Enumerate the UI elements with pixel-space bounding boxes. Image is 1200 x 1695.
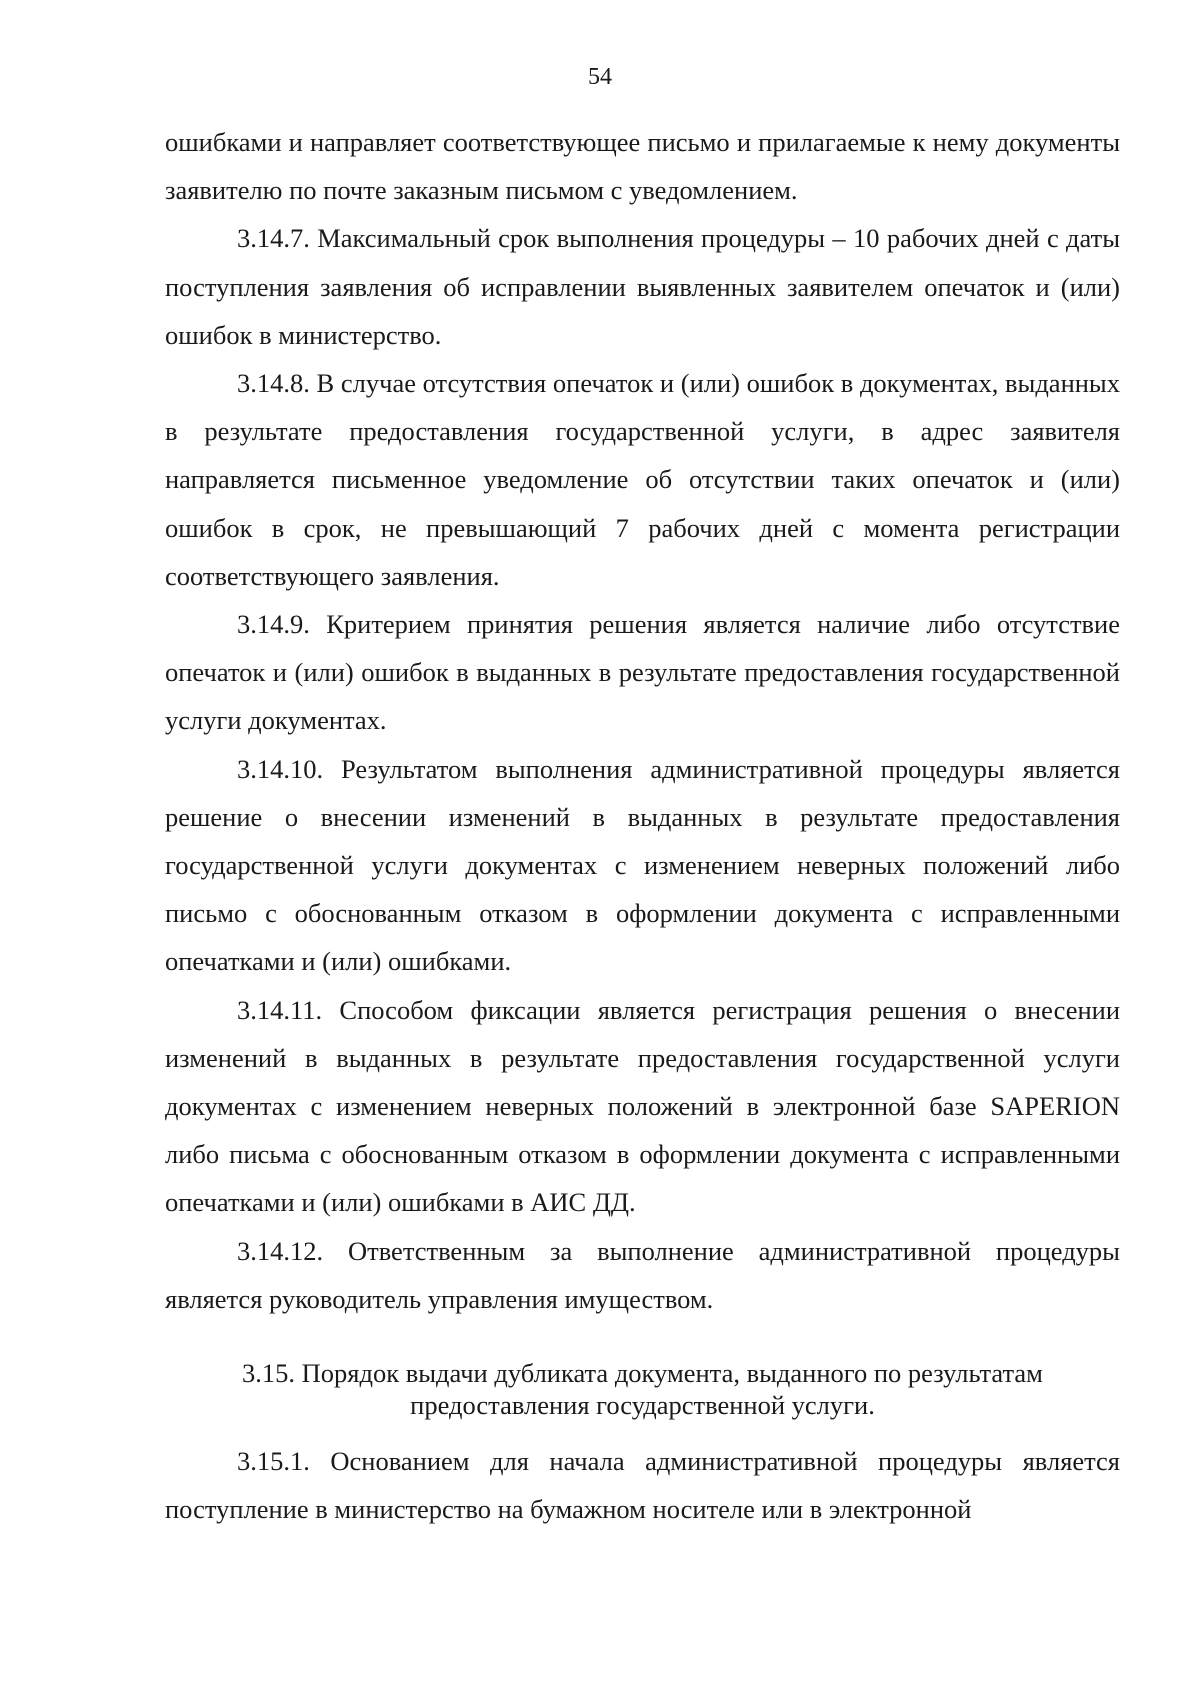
section-heading-line-2: предоставления государственной услуги.	[410, 1390, 875, 1421]
paragraph-continuation: ошибками и направляет соответствующее письмо и прилагаемые к нему документы заявителю по почте заказным письмом с уведомлением.	[165, 127, 1120, 206]
paragraph-3-14-7: 3.14.7. Максимальный срок выполнения процедуры – 10 рабочих дней с даты поступления заявления об исправлении выявленных заявителем опечаток и (или) ошибок в министерство.	[165, 223, 1120, 350]
paragraph-3-14-11: 3.14.11. Способом фиксации является регистрация решения о внесении изменений в выданных в результате предоставления государственной услуги документах с изменением неверных положений в электронной базе SAPERION либо письма с обоснованным отказом в оформлении документа с исправленными опечатками и (или) ошибками в АИС ДД.	[165, 994, 1120, 1218]
paragraph-3-14-12: 3.14.12. Ответственным за выполнение административной процедуры является руководитель управления имуществом.	[165, 1235, 1120, 1314]
paragraph-3-14-10: 3.14.10. Результатом выполнения административной процедуры является решение о внесении изменений в выданных в результате предоставления государственной услуги документах с изменением неверных положений либо письмо с обоснованным отказом в оформлении документа с исправленными опечатками и (или) ошибками.	[165, 753, 1120, 977]
paragraph-3-15-1: 3.15.1. Основанием для начала административной процедуры является поступление в министерство на бумажном носителе или в электронной	[165, 1446, 1120, 1525]
section-heading-3-15	[165, 1357, 1120, 1421]
page-number: 54	[588, 64, 612, 90]
paragraph-3-14-9: 3.14.9. Критерием принятия решения является наличие либо отсутствие опечаток и (или) ошибок в выданных в результате предоставления государственной услуги документах.	[165, 609, 1120, 736]
document-body	[165, 118, 1120, 1533]
section-heading-line-1: 3.15. Порядок выдачи дубликата документа, выданного по результатам	[242, 1358, 1043, 1389]
paragraph-3-14-8: 3.14.8. В случае отсутствия опечаток и (или) ошибок в документах, выданных в результате предоставления государственной услуги, в адрес заявителя направляется письменное уведомление об отсутствии таких опечаток и (или) ошибок в срок, не превышающий 7 рабочих дней с момента регистрации соответствующего заявления.	[165, 368, 1120, 591]
